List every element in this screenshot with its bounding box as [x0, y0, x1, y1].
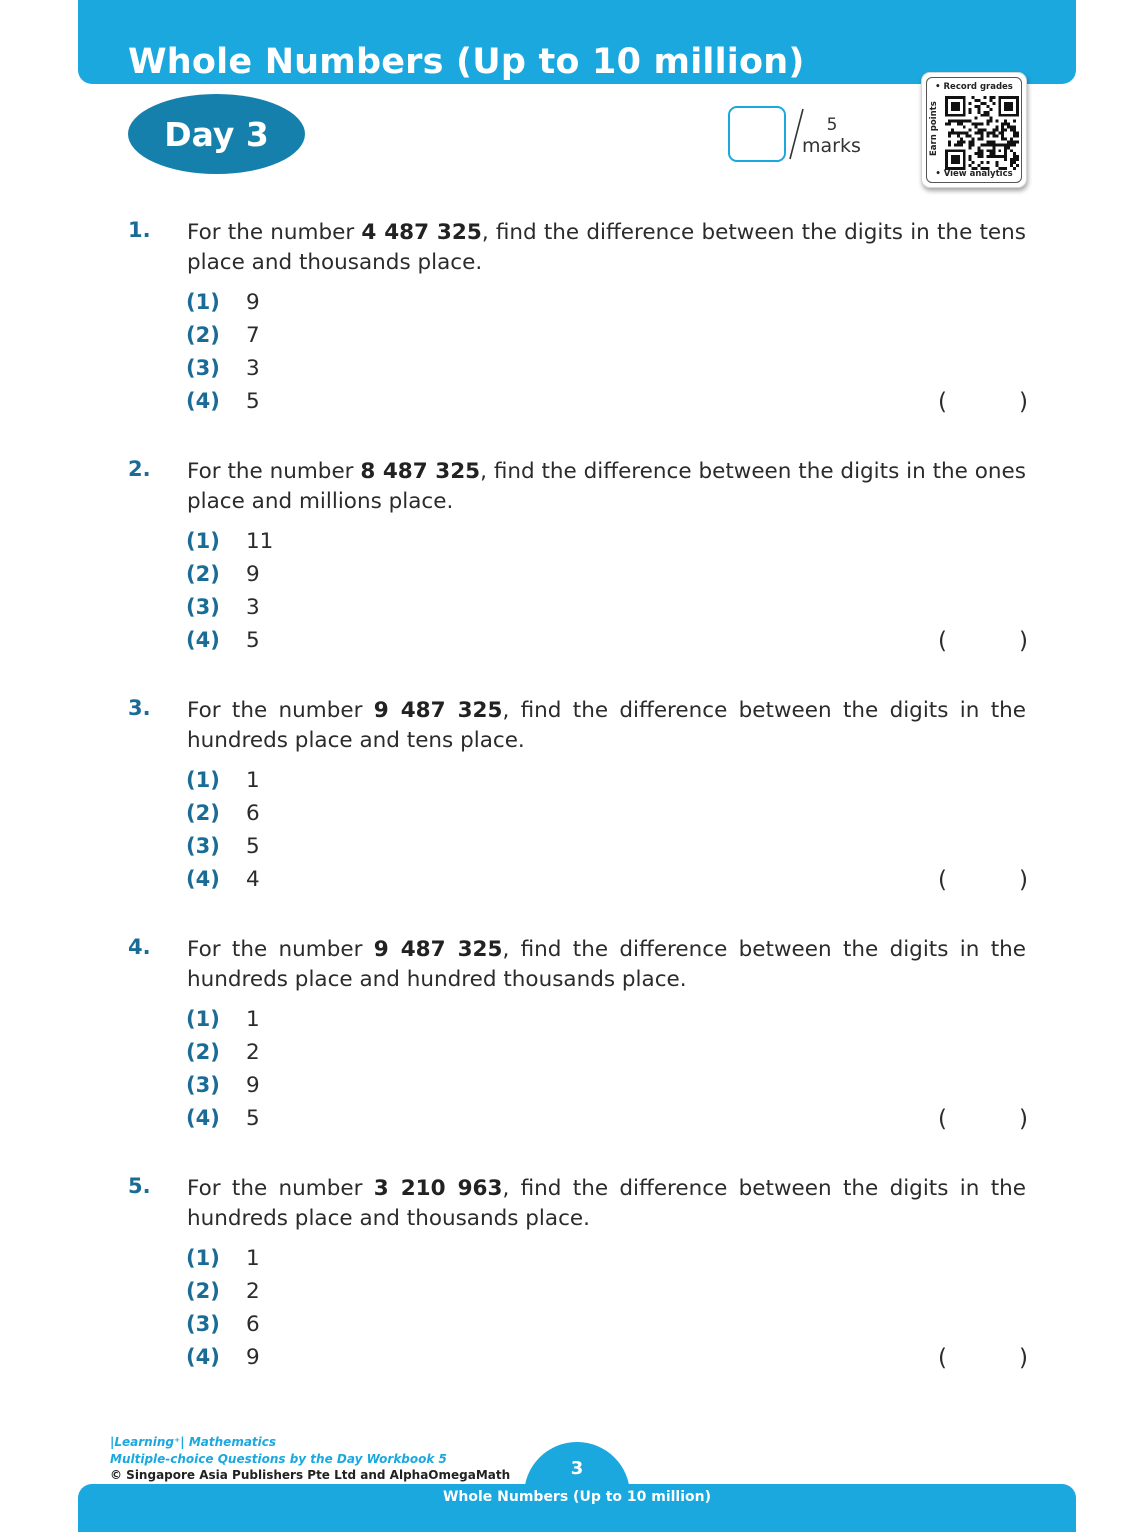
option-label: (4): [186, 628, 220, 652]
option-label: (1): [186, 768, 220, 792]
option-value: 5: [246, 389, 260, 414]
question-text-after: , find the difference between the digits in the hundreds place and thousands place.: [187, 1176, 1026, 1231]
page-number: 3: [570, 1458, 584, 1479]
option-item[interactable]: [0, 801, 1123, 831]
qr-side-text: Earn points: [929, 101, 939, 156]
option-item[interactable]: [0, 768, 1123, 798]
chapter-title: Whole Numbers (Up to 10 million): [128, 42, 805, 82]
question-text: [187, 696, 1026, 756]
question-text: [187, 218, 1026, 278]
qr-code-icon: [945, 96, 1019, 170]
qr-top-text: • Record grades: [935, 82, 1013, 92]
option-label: (3): [186, 834, 220, 858]
option-value: 5: [246, 1106, 260, 1131]
answer-bracket-close: ): [1019, 1345, 1028, 1371]
option-item[interactable]: [0, 834, 1123, 864]
option-label: (1): [186, 1007, 220, 1031]
option-label: (2): [186, 323, 220, 347]
answer-bracket[interactable]: [938, 867, 1028, 897]
qr-card[interactable]: [921, 72, 1027, 188]
footer-info: [110, 1434, 510, 1484]
option-item[interactable]: [0, 628, 1123, 658]
option-label: (1): [186, 290, 220, 314]
option-value: 5: [246, 628, 260, 653]
answer-bracket-open: (: [938, 389, 947, 415]
question-number-value: 8 487 325: [360, 459, 481, 484]
option-value: 9: [246, 290, 260, 315]
answer-bracket[interactable]: [938, 1345, 1028, 1375]
option-item[interactable]: [0, 323, 1123, 353]
option-item[interactable]: [0, 529, 1123, 559]
option-item[interactable]: [0, 1073, 1123, 1103]
qr-bottom-text: • View analytics: [935, 169, 1013, 179]
option-value: 6: [246, 801, 260, 826]
day-badge: [128, 94, 305, 174]
question-number: 3.: [128, 696, 151, 720]
option-label: (4): [186, 1345, 220, 1369]
option-value: 5: [246, 834, 260, 859]
option-label: (2): [186, 1040, 220, 1064]
question-number: 4.: [128, 935, 151, 959]
question-text-after: , find the difference between the digits in the tens place and thousands place.: [187, 220, 1026, 275]
option-value: 1: [246, 768, 260, 793]
option-label: (3): [186, 1073, 220, 1097]
option-value: 3: [246, 356, 260, 381]
option-value: 2: [246, 1040, 260, 1065]
question-text: [187, 935, 1026, 995]
question-text-before: For the number: [187, 459, 361, 484]
answer-bracket-open: (: [938, 1345, 947, 1371]
question-number-value: 9 487 325: [373, 698, 503, 723]
score-unit: marks: [802, 135, 861, 157]
answer-bracket[interactable]: [938, 1106, 1028, 1136]
option-label: (4): [186, 389, 220, 413]
option-item[interactable]: [0, 389, 1123, 419]
footer-copyright: © Singapore Asia Publishers Pte Ltd and AlphaOmegaMath: [110, 1468, 511, 1482]
footer-series: |Learning⁺| Mathematics: [110, 1435, 277, 1449]
option-label: (2): [186, 1279, 220, 1303]
option-item[interactable]: [0, 1040, 1123, 1070]
question-number-value: 3 210 963: [373, 1176, 503, 1201]
option-item[interactable]: [0, 1312, 1123, 1342]
answer-bracket[interactable]: [938, 389, 1028, 419]
option-item[interactable]: [0, 1345, 1123, 1375]
question-text: [187, 1174, 1026, 1234]
option-label: (3): [186, 1312, 220, 1336]
answer-bracket-open: (: [938, 867, 947, 893]
question-text-before: For the number: [187, 220, 362, 245]
option-item[interactable]: [0, 356, 1123, 386]
question-number-value: 4 487 325: [361, 220, 482, 245]
day-label: Day 3: [164, 114, 269, 154]
option-value: 9: [246, 562, 260, 587]
option-label: (1): [186, 1246, 220, 1270]
question-number: 5.: [128, 1174, 151, 1198]
question-text-before: For the number: [187, 937, 374, 962]
qr-frame: [926, 77, 1022, 183]
answer-bracket-close: ): [1019, 389, 1028, 415]
answer-bracket-open: (: [938, 1106, 947, 1132]
option-label: (4): [186, 867, 220, 891]
question-number: 2.: [128, 457, 151, 481]
footer-book: Multiple-choice Questions by the Day Workbook 5: [110, 1451, 447, 1466]
question-text-after: , find the difference between the digits in the ones place and millions place.: [187, 459, 1026, 514]
option-item[interactable]: [0, 290, 1123, 320]
footer-chapter-title: Whole Numbers (Up to 10 million): [442, 1489, 712, 1505]
option-value: 11: [246, 529, 274, 554]
question-text-before: For the number: [187, 1176, 374, 1201]
option-value: 1: [246, 1007, 260, 1032]
answer-bracket-close: ): [1019, 1106, 1028, 1132]
option-item[interactable]: [0, 595, 1123, 625]
option-value: 9: [246, 1073, 260, 1098]
option-value: 2: [246, 1279, 260, 1304]
question-number: 1.: [128, 218, 151, 242]
option-item[interactable]: [0, 867, 1123, 897]
option-value: 9: [246, 1345, 260, 1370]
option-label: (1): [186, 529, 220, 553]
question-text-before: For the number: [187, 698, 374, 723]
answer-bracket-close: ): [1019, 628, 1028, 654]
option-label: (2): [186, 562, 220, 586]
option-label: (3): [186, 595, 220, 619]
option-item[interactable]: [0, 1106, 1123, 1136]
answer-bracket-close: ): [1019, 867, 1028, 893]
question-text: [187, 457, 1026, 517]
option-label: (2): [186, 801, 220, 825]
option-item[interactable]: [0, 1007, 1123, 1037]
option-item[interactable]: [0, 1279, 1123, 1309]
option-value: 6: [246, 1312, 260, 1337]
option-item[interactable]: [0, 1246, 1123, 1276]
question-number-value: 9 487 325: [373, 937, 503, 962]
score-total: 5: [826, 115, 838, 135]
score-input-box[interactable]: [728, 106, 786, 162]
option-value: 7: [246, 323, 260, 348]
option-value: 4: [246, 867, 260, 892]
answer-bracket[interactable]: [938, 628, 1028, 658]
option-label: (3): [186, 356, 220, 380]
question-text-after: , find the difference between the digits in the hundreds place and tens place.: [187, 698, 1026, 753]
option-value: 3: [246, 595, 260, 620]
answer-bracket-open: (: [938, 628, 947, 654]
option-item[interactable]: [0, 562, 1123, 592]
option-value: 1: [246, 1246, 260, 1271]
question-text-after: , find the difference between the digits in the hundreds place and hundred thousands place.: [187, 937, 1026, 992]
option-label: (4): [186, 1106, 220, 1130]
